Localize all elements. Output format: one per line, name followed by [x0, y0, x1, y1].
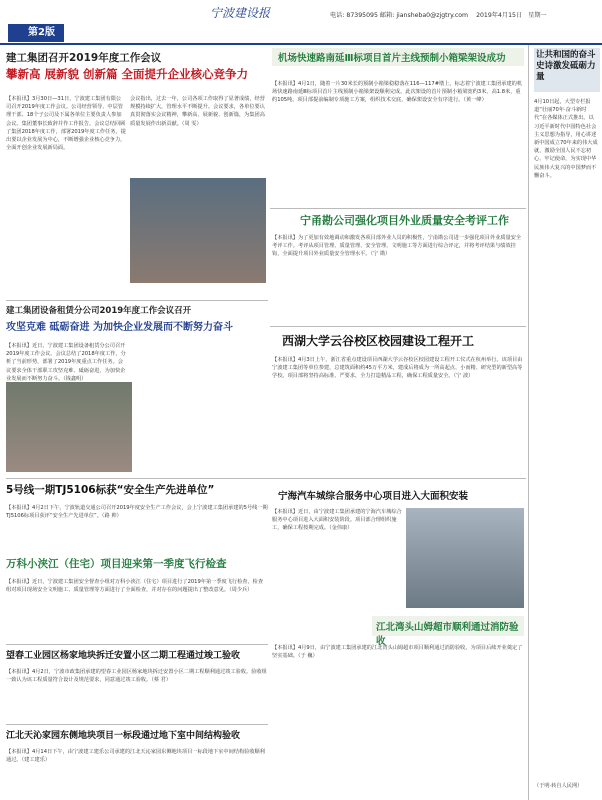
article5-title: 西湖大学云谷校区校园建设工程开工 — [282, 334, 475, 348]
sidebar-author: （于明·转自人民网） — [534, 783, 583, 789]
article11-title: 江北湾头山姆超市顺利通过消防验收 — [376, 622, 519, 647]
divider — [270, 326, 526, 327]
article2-body: 【本报讯】近日，宁波建工集团设备租赁分公司召开2019年度工作会议。会议总结了2018年度工作，分析了当前形势，部署了2019年度重点工作任务。会议要求全体干部职工攻坚克难、砥砺奋进，为加快企业发展而不断努力奋斗。（钱鑫明） — [6, 343, 126, 382]
article2-photo — [6, 382, 132, 472]
article2-subtitle: 攻坚克难 砥砺奋进 为加快企业发展而不断努力奋斗 — [6, 322, 233, 333]
masthead: 宁波建设报 — [210, 6, 271, 20]
divider — [6, 724, 268, 725]
issue-date: 2019年4月15日 — [476, 12, 523, 19]
article2-title: 建工集团设备租赁分公司2019年度工作会议召开 — [6, 306, 192, 316]
article9-body: 【本报讯】近日，由宁波建工集团承建的宁海汽车城综合服务中心项目进入大面积安装阶段。项目部合理组织施工，确保工程按期完成。（金伟康） — [272, 509, 402, 532]
weekday: 星期一 — [528, 12, 547, 19]
article1-subtitle: 攀新高 展新貌 创新篇 全面提升企业核心竞争力 — [6, 67, 249, 81]
divider — [6, 300, 268, 301]
article8-body: 【本报讯】4月2日，宁波市政集团承建的望春工业园区杨家地块拆迁安置小区二期工程顺利通过竣工验收。验收组一致认为该工程质量符合设计及规范要求，同意通过竣工验收。（蔡 君） — [6, 669, 267, 684]
divider — [270, 208, 526, 209]
article10-body: 【本报讯】4月14日下午，由宁波建工建乐公司承建的江北天沁家园东侧地块项目一标段地下室中间结构验收顺利通过。（建工建乐） — [6, 749, 265, 764]
divider — [6, 478, 526, 479]
article7-body: 【本报讯】近日，宁波建工集团安全督查小组对万科小浃江（住宅）项目进行了2019年第一季度飞行检查，检查组对项目现场安全文明施工、质量管理等方面进行了全面检查，并对存在的问题提出了整改意见。（周少兵） — [6, 579, 264, 594]
article9-title: 宁海汽车城综合服务中心项目进入大面积安装 — [278, 491, 469, 502]
article4-title: 宁甬勘公司强化项目外业质量安全考评工作 — [300, 214, 509, 227]
article7-title: 万科小浃江（住宅）项目迎来第一季度飞行检查 — [6, 558, 227, 570]
article10-title: 江北天沁家园东侧地块项目一标段通过地下室中间结构验收 — [6, 731, 241, 741]
article6-body: 【本报讯】4月2日下午，宁波轨道交通公司召开2019年度安全生产工作会议，会上宁波建工集团承建的5号线一期TJ5106标项目获评“安全生产先进单位”。（路 帅） — [6, 505, 268, 520]
article3-title: 机场快速路南延Ⅲ标项目首片主线预制小箱梁架设成功 — [278, 53, 506, 64]
divider — [6, 644, 268, 645]
article1-body2: 会议指出，过去一年，公司各项工作取得了显著成绩，经营规模持续扩大，管理水平不断提升。会议要求，各单位要认真贯彻落实会议精神，攀新高、展新貌、创新篇，为集团高质量发展作出新贡献。（周 雯） — [130, 96, 265, 127]
article4-body: 【本报讯】为了更加有效地调动和激发各项目部外业人员的积极性，宁甬勘公司进一步强化项目外业质量安全考评工作。考评从项目管理、质量管理、安全管理、文明施工等方面进行综合评定，并将考评结果与绩效挂钩，全面提升项目外业质量安全管理水平。（宁 勘） — [272, 235, 522, 258]
contact-info: 电话: 87395095 邮箱: jiansheba0@zjgtry.com — [330, 12, 469, 19]
article11-body: 【本报讯】4月9日，由宁波建工集团承建的江北湾头山姆超市项目顺利通过消防验收，为项目后续开业奠定了坚实基础。（于 巍） — [272, 645, 523, 660]
article1-photo — [130, 178, 266, 283]
header-info — [330, 10, 600, 22]
article5-body: 【本报讯】4月3日上午，浙江省重点建设项目西湖大学云谷校区校园建设工程开工仪式在杭州举行。该项目由宁波建工集团等单位参建，总建筑面积约45万平方米，建成后将成为一所高起点、小而精、研究型的新型高等学校。项目部将坚持高标准、严要求，全力打造精品工程，确保工程质量安全。（宁 波） — [272, 357, 523, 380]
article9-photo — [406, 508, 524, 608]
article1-body: 【本报讯】3月30日—31日，宁波建工集团有限公司召开2019年度工作会议。公司经营领导、中层管理干部、18个子公司及下属各单位主要负责人参加会议。集团董事长致辞并作工作报告。会议总结回顾了集团2018年度工作，部署2019年度工作任务，提出要以企业发展为中心，不断增强企业核心竞争力，全面开创企业发展新局面。 — [6, 96, 126, 152]
article3-body: 【本报讯】4月1日，随着一片30米长的预制小箱梁稳稳落在116—117#墩上，标志着宁波建工集团承建的机场快速路南延Ⅲ标项目首片主线预制小箱梁架设顺利完成。此次架设的首片预制小箱梁宽约3米、高1.8米，重约105吨。项目部提前编制专项施工方案，组织技术交底，确保架设安全有序进行。（黄一峰） — [272, 81, 523, 104]
article6-title: 5号线一期TJ5106标获“安全生产先进单位” — [6, 484, 215, 496]
page-badge: 第2版 — [8, 24, 64, 42]
sidebar-body: 4月10日起，大型专栏报道“壮丽70年·奋斗新时代”在各媒体正式推出。以习近平新时代中国特色社会主义思想为指导，用心讲述新中国成立70年来的伟大成就，激励全国人民不忘初心、牢记使命，为实现中华民族伟大复兴的中国梦而不懈奋斗。 — [534, 99, 598, 179]
sidebar-heading: 让共和国的奋斗史诗激发砥砺力量 — [534, 48, 600, 92]
header-rule — [0, 43, 602, 45]
article8-title: 望春工业园区杨家地块拆迁安置小区二期工程通过竣工验收 — [6, 651, 241, 661]
article1-title: 建工集团召开2019年度工作会议 — [6, 52, 162, 64]
